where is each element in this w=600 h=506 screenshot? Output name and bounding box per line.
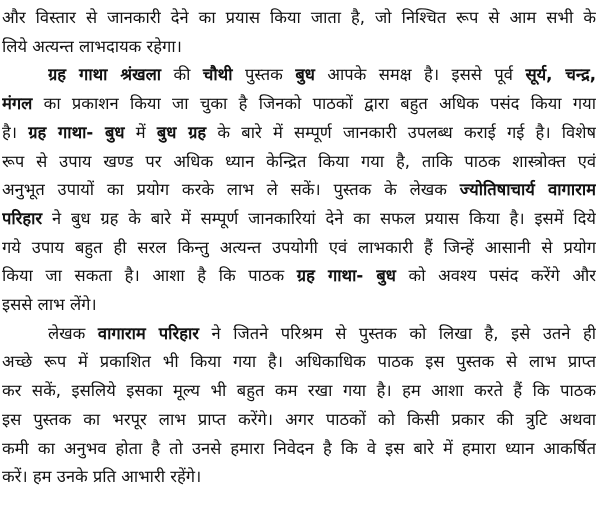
bold-text-segment: ग्रह गाथा- बुध xyxy=(28,122,125,142)
text-line xyxy=(2,463,201,491)
text-segment: है। xyxy=(2,122,29,142)
text-line xyxy=(48,61,596,89)
text-line xyxy=(2,90,596,118)
bold-text-segment: बुध ग्रह xyxy=(156,122,207,142)
bold-text-segment: मंगल xyxy=(2,94,33,114)
text-line xyxy=(2,148,596,176)
text-segment: लिये अत्यन्त लाभदायक रहेगा। xyxy=(2,36,182,56)
text-segment: अनुभूत उपायों का प्रयोग करके लाभ ले सकें। पुस्तक के लेखक xyxy=(2,180,460,200)
bold-text-segment: बुध xyxy=(295,65,315,85)
bold-text-segment: चौथी xyxy=(202,65,233,85)
text-line xyxy=(48,320,596,348)
text-segment: और विस्तार से जानकारी देने का प्रयास किया जाता है, जो निश्चित रूप से आम सभी के xyxy=(2,8,596,27)
bold-text-segment: परिहार xyxy=(2,208,43,228)
text-segment: ने जितने परिश्रम से पुस्तक को लिखा है, इसे उतने ही xyxy=(199,323,596,343)
text-line xyxy=(2,234,596,262)
text-segment: का प्रकाशन किया जा चुका है जिनको पाठकों द्वारा बहुत अधिक पसंद किया गया xyxy=(32,94,596,114)
text-segment: की xyxy=(161,65,203,85)
text-segment: कर सकें, इसलिये इसका मूल्य भी बहुत कम रखा गया है। हम आशा करते हैं कि पाठक xyxy=(2,381,596,401)
text-line xyxy=(2,4,596,32)
text-line xyxy=(2,377,596,405)
text-line xyxy=(2,205,596,233)
text-segment: में xyxy=(124,122,157,142)
bold-text-segment: ग्रह गाथा- बुध xyxy=(296,266,396,286)
text-segment: रूप से उपाय खण्ड पर अधिक ध्यान केन्द्रित किया गया है, ताकि पाठक शास्त्रोक्त एवं xyxy=(2,151,596,171)
text-segment: इस पुस्तक का भरपूर लाभ प्राप्त करेंगे। अगर पाठकों को किसी प्रकार की त्रुटि अथवा xyxy=(2,409,596,429)
text-line xyxy=(2,262,596,290)
bold-text-segment: सूर्य, चन्द्र, xyxy=(525,65,596,85)
text-line xyxy=(2,119,596,147)
bold-text-segment: वागाराम परिहार xyxy=(97,323,199,343)
text-line xyxy=(2,176,596,204)
text-line xyxy=(2,406,596,434)
bold-text-segment: ग्रह गाथा श्रंखला xyxy=(48,65,162,85)
text-line xyxy=(2,33,182,61)
text-line xyxy=(2,435,596,463)
text-segment: लेखक xyxy=(48,323,98,343)
text-segment: किया जा सकता है। आशा है कि पाठक xyxy=(2,266,297,286)
text-segment: आपके समक्ष है। इससे पूर्व xyxy=(314,65,526,85)
text-segment: गये उपाय बहुत ही सरल किन्तु अत्यन्त उपयोगी एवं लाभकारी हैं जिन्हें आसानी से प्रयोग xyxy=(2,237,596,257)
text-segment: ने बुध ग्रह के बारे में सम्पूर्ण जानकारियां देने का सफल प्रयास किया है। इसमें दिये xyxy=(42,208,596,228)
text-segment: को अवश्य पसंद करेंगे और xyxy=(395,266,596,286)
text-line xyxy=(2,291,97,319)
text-line xyxy=(2,348,596,376)
text-segment: अच्छे रूप में प्रकाशित भी किया गया है। अधिकाधिक पाठक इस पुस्तक से लाभ प्राप्त xyxy=(2,352,596,372)
text-segment: करें। हम उनके प्रति आभारी रहेंगे। xyxy=(2,467,202,487)
text-segment: कमी का अनुभव होता है तो उनसे हमारा निवेदन है कि वे इस बारे में हमारा ध्यान आकर्षित xyxy=(2,438,596,458)
bold-text-segment: ज्योतिषाचार्य वागाराम xyxy=(459,180,596,200)
document-page xyxy=(2,0,596,506)
text-segment: पुस्तक xyxy=(232,65,296,85)
text-segment: इससे लाभ लेंगे। xyxy=(2,295,97,314)
text-segment: के बारे में सम्पूर्ण जानकारी उपलब्ध कराई गई है। विशेष xyxy=(206,122,596,142)
